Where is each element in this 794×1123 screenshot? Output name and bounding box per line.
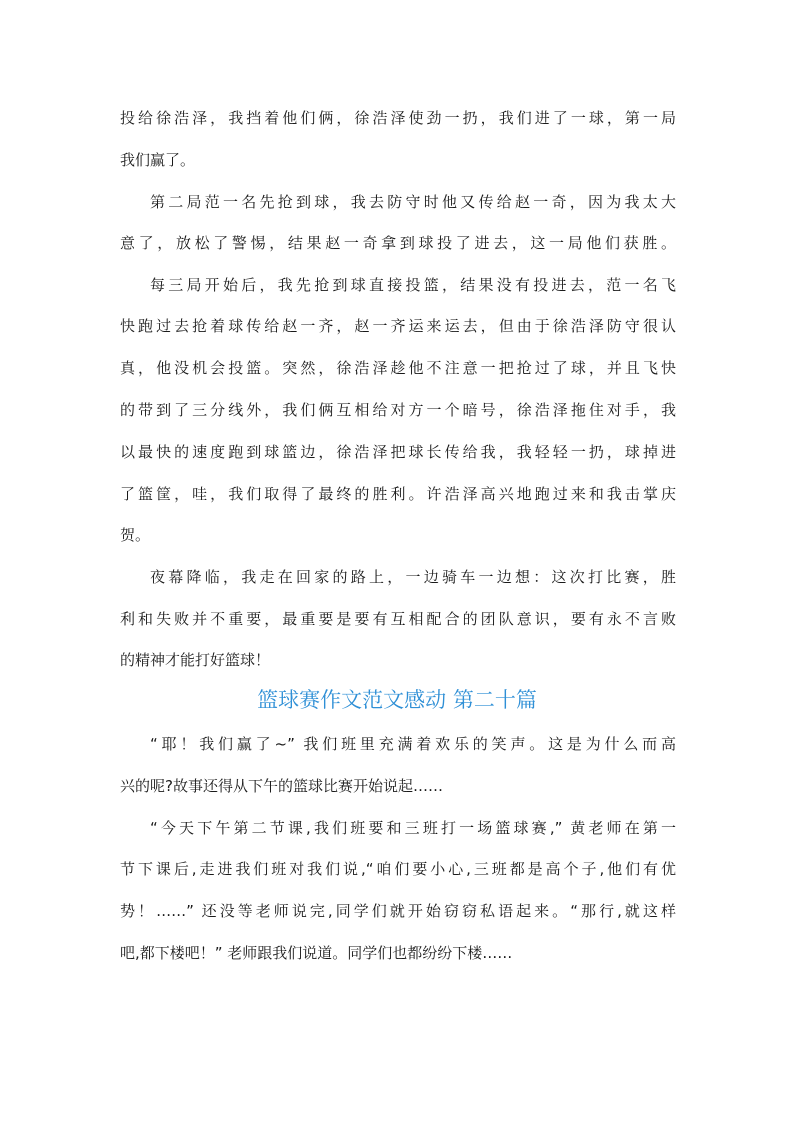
paragraph-5-line-1: “耶！我们赢了~” 我们班里充满着欢乐的笑声。这是为什么而高 bbox=[150, 735, 676, 753]
paragraph-2-line-2: 意了，放松了警惕，结果赵一奇拿到球投了进去，这一局他们获胜。 bbox=[120, 234, 676, 252]
paragraph-6-line-1: “今天下午第二节课,我们班要和三班打一场篮球赛,” 黄老师在第一 bbox=[150, 819, 676, 837]
paragraph-5-line-2: 兴的呢?故事还得从下午的篮球比赛开始说起…… bbox=[120, 777, 443, 795]
paragraph-1-line-1: 投给徐浩泽，我挡着他们俩，徐浩泽使劲一扔，我们进了一球，第一局 bbox=[120, 109, 676, 127]
section-heading: 篮球赛作文范文感动 第二十篇 bbox=[257, 688, 537, 712]
paragraph-3-line-4: 的带到了三分线外，我们俩互相给对方一个暗号，徐浩泽拖住对手，我 bbox=[120, 401, 676, 419]
paragraph-1-line-2: 我们赢了。 bbox=[120, 151, 196, 169]
paragraph-3-line-6: 了篮筐，哇，我们取得了最终的胜利。许浩泽高兴地跑过来和我击掌庆 bbox=[120, 485, 676, 503]
paragraph-4-line-2: 利和失败并不重要，最重要是要有互相配合的团队意识，要有永不言败 bbox=[120, 610, 676, 628]
paragraph-4-line-3: 的精神才能打好篮球！ bbox=[120, 651, 271, 669]
paragraph-3-line-2: 快跑过去抢着球传给赵一齐，赵一齐运来运去，但由于徐浩泽防守很认 bbox=[120, 317, 676, 335]
paragraph-3-line-7: 贺。 bbox=[120, 526, 151, 544]
paragraph-4-line-1: 夜幕降临，我走在回家的路上，一边骑车一边想：这次打比赛，胜 bbox=[150, 568, 676, 586]
paragraph-2-line-1: 第二局范一名先抢到球，我去防守时他又传给赵一奇，因为我太大 bbox=[150, 193, 676, 211]
paragraph-6-line-3: 势！……” 还没等老师说完,同学们就开始窃窃私语起来。“那行,就这样 bbox=[120, 902, 676, 920]
paragraph-3-line-5: 以最快的速度跑到球篮边，徐浩泽把球长传给我，我轻轻一扔，球掉进 bbox=[120, 443, 676, 461]
paragraph-3-line-3: 真，他没机会投篮。突然，徐浩泽趁他不注意一把抢过了球，并且飞快 bbox=[120, 359, 676, 377]
paragraph-6-line-4: 吧,都下楼吧！” 老师跟我们说道。同学们也都纷纷下楼…… bbox=[120, 944, 513, 962]
paragraph-6-line-2: 节下课后,走进我们班对我们说,“咱们要小心,三班都是高个子,他们有优 bbox=[120, 860, 676, 878]
paragraph-3-line-1: 每三局开始后，我先抢到球直接投篮，结果没有投进去，范一名飞 bbox=[150, 276, 676, 294]
